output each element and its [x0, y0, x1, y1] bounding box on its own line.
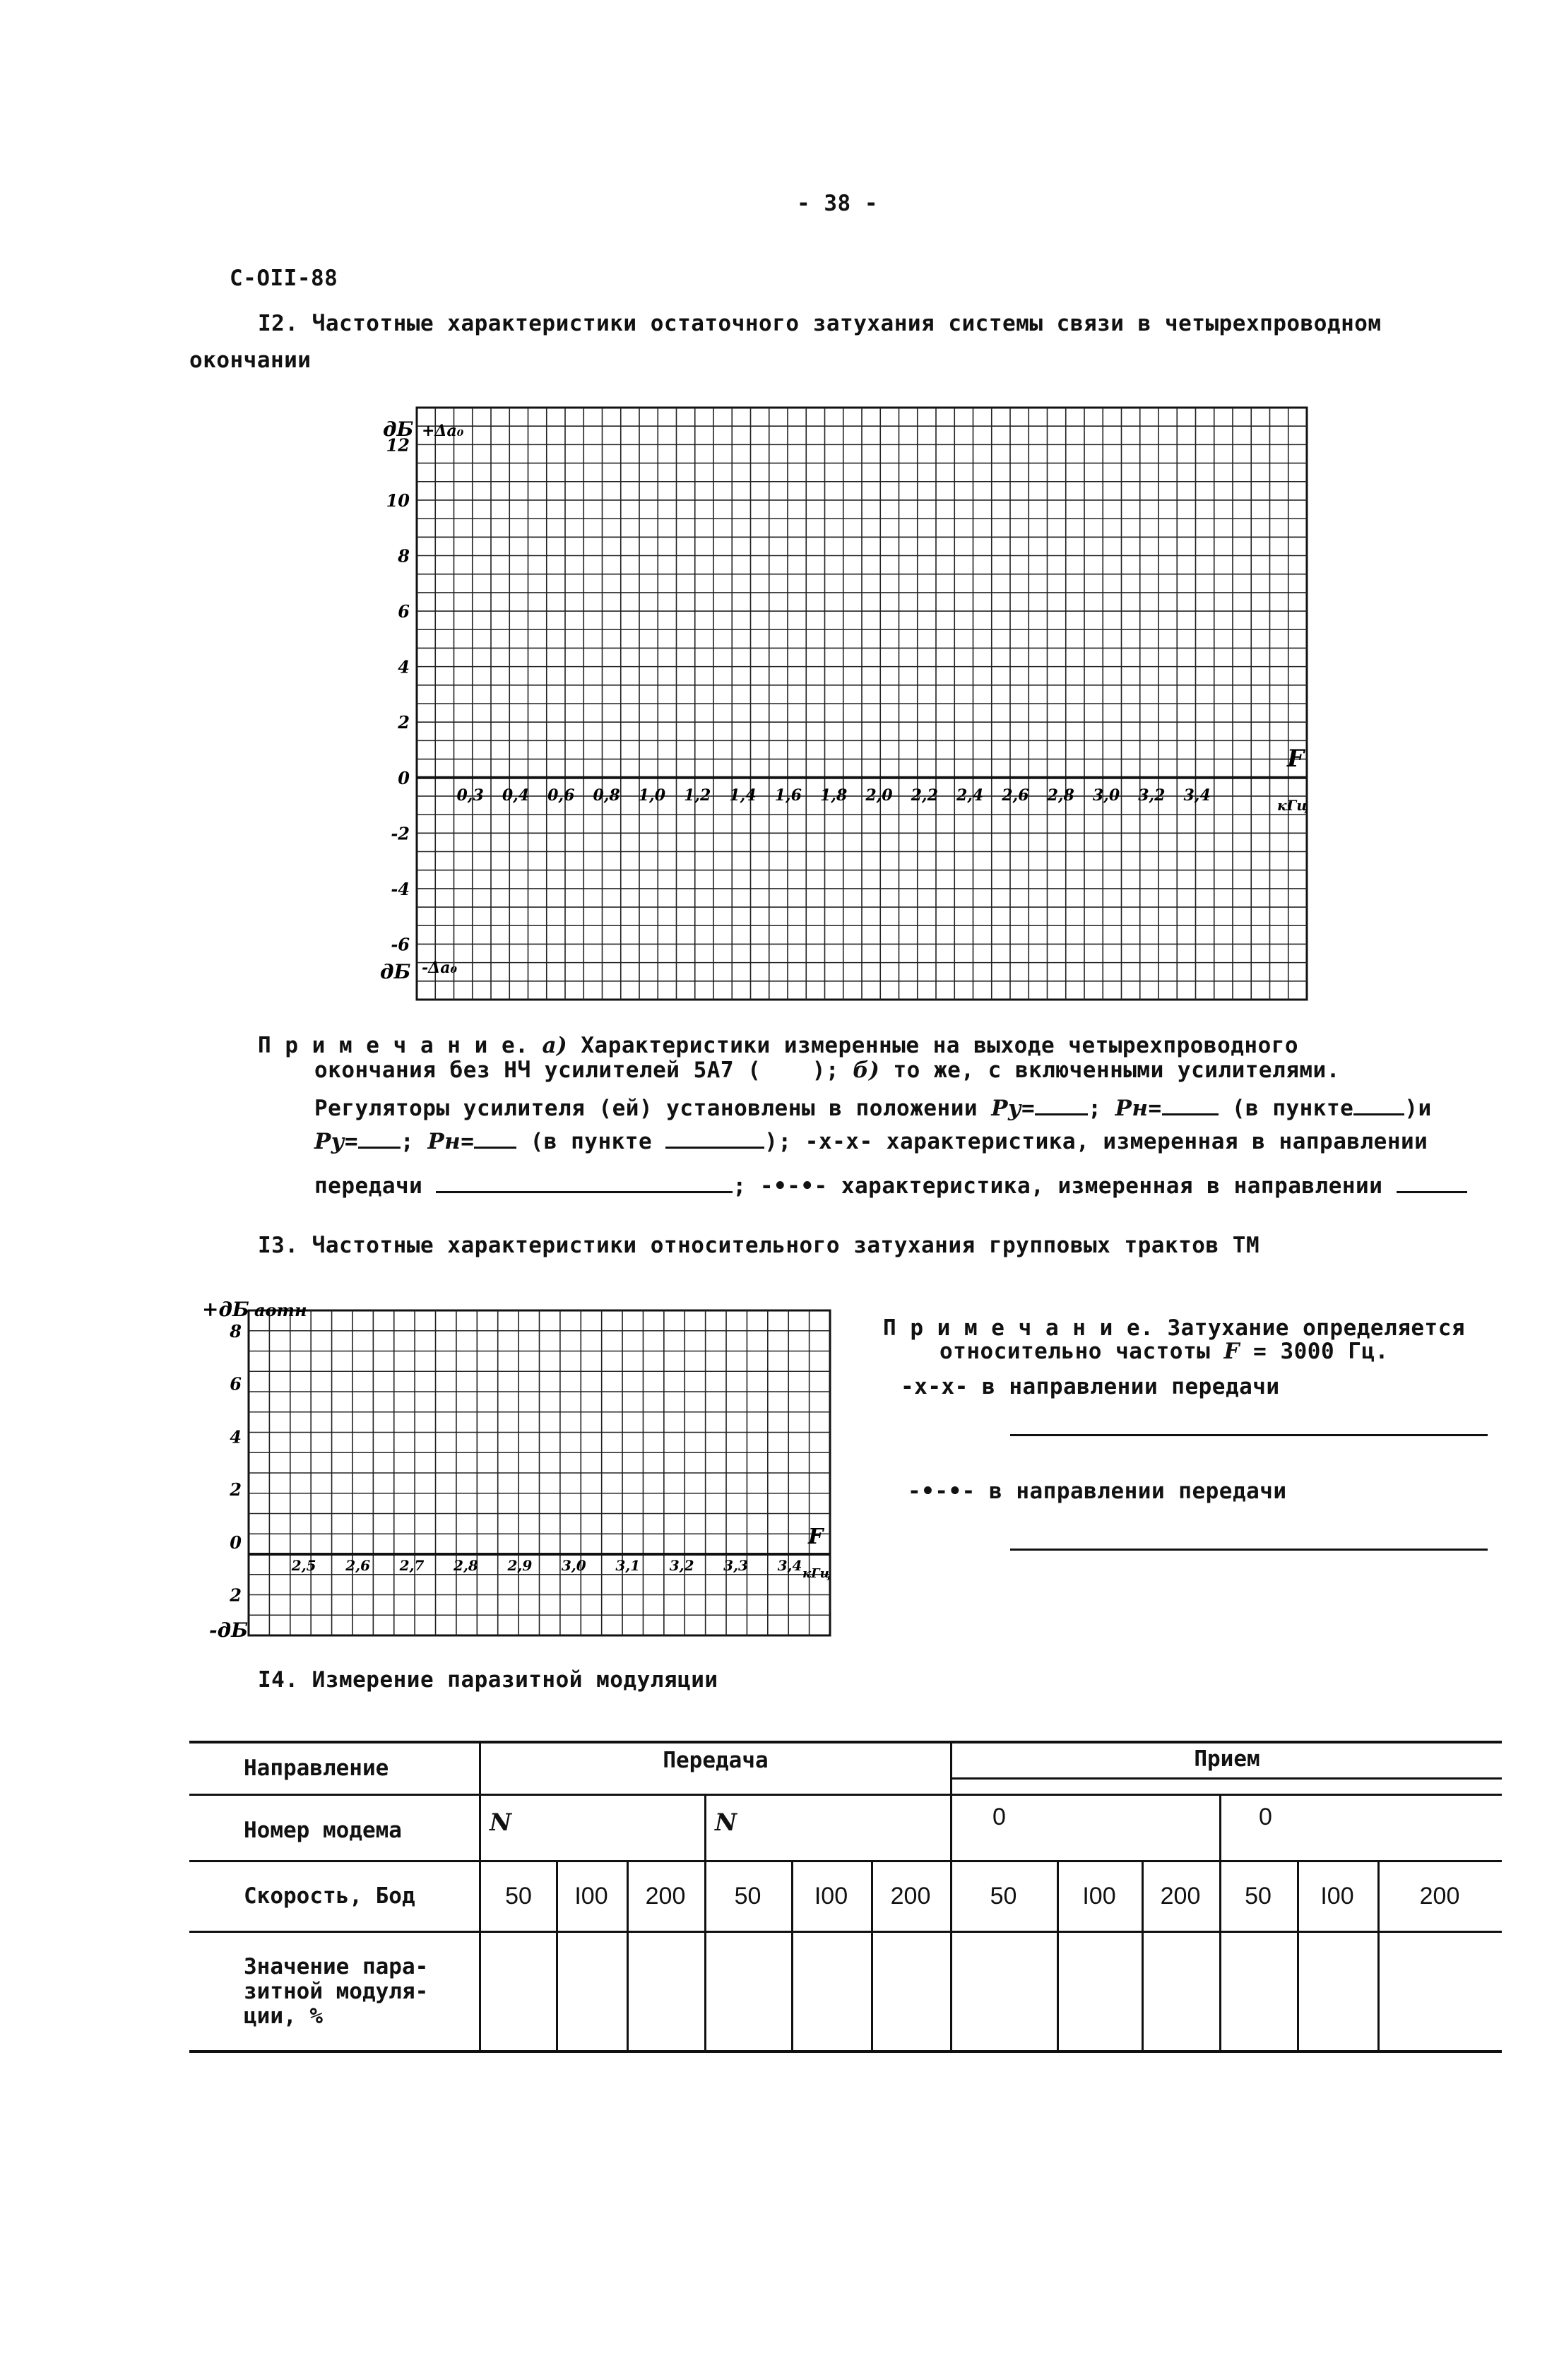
chart-13-x-tick: 2,6 [345, 1556, 371, 1574]
note-13-line1-text: Затухание определяется [1167, 1315, 1466, 1341]
chart-13-x-tick: 3,4 [777, 1556, 802, 1574]
chart-12-y-top-label: +Δa₀ [422, 422, 464, 440]
note-12-line5-b: ; [733, 1173, 747, 1199]
note-12-line3-a: Регуляторы усилителя (ей) установлены в положении [314, 1096, 978, 1121]
chart-13-y-tick: 2 [230, 1585, 242, 1606]
chart-12-y-tick: 12 [386, 434, 410, 456]
chart-12-x-tick: 1,8 [820, 786, 848, 805]
chart-13-y-tick: 8 [230, 1320, 242, 1342]
note-12-eq2: = [1148, 1096, 1162, 1121]
header-receive: Прием [1194, 1746, 1260, 1772]
speed-cell: 200 [1419, 1883, 1460, 1910]
modem-0-1: 0 [992, 1804, 1006, 1830]
speed-cell: 50 [734, 1883, 761, 1910]
chart-13-x-unit: кГц [802, 1566, 831, 1581]
cross-marker: -x-x- [805, 1129, 873, 1154]
note-12-line5-a: передачи [314, 1173, 423, 1199]
row-value-label-3: ции, % [244, 2003, 323, 2029]
note-12-eq4: = [461, 1129, 475, 1154]
chart-12-x-tick: 0,6 [547, 786, 575, 805]
chart-12-y-tick: 6 [398, 601, 410, 622]
note-12-line3-c: )и [1404, 1096, 1432, 1121]
chart-13-y-top-label: aотн [254, 1300, 307, 1320]
chart-12-x-unit: кГц [1277, 797, 1308, 814]
row-value-label-1: Значение пара- [244, 1954, 429, 1979]
section-14-title: I4. Измерение паразитной модуляции [258, 1667, 718, 1693]
speed-cell: I00 [814, 1883, 848, 1910]
chart-12-y-bottom-label: -Δa₀ [422, 959, 458, 977]
speed-cell: 200 [645, 1883, 686, 1910]
modem-n-1: N [490, 1808, 512, 1837]
note-12-line4-b: ); [764, 1129, 792, 1154]
chart-12-y-tick: 10 [386, 490, 410, 511]
row-direction-label: Направление [244, 1756, 389, 1781]
note-13-f: F [1223, 1339, 1240, 1364]
chart-13-y-tick: 2 [230, 1479, 242, 1500]
speed-cell: 50 [1245, 1883, 1272, 1910]
chart-12-y-tick: -4 [391, 878, 410, 899]
note-12-line4-c: характеристика, измеренная в направлении [886, 1129, 1428, 1154]
chart-12-x-tick: 0,4 [502, 786, 530, 805]
note-12-a: а) [542, 1033, 568, 1058]
chart-12-x-axis-label: F [1287, 745, 1305, 773]
chart-13-x-tick: 2,5 [291, 1556, 316, 1574]
chart-12-x-tick: 1,6 [774, 786, 802, 805]
chart-12-y-tick: -6 [391, 934, 410, 955]
chart-13-x-axis-label: F [808, 1524, 824, 1549]
speed-cell: I00 [1320, 1883, 1354, 1910]
note-12-line2-a: окончания без НЧ усилителей 5А7 ( [314, 1058, 761, 1083]
chart-12-x-tick: 2,0 [865, 786, 893, 805]
chart-12-x-tick: 2,4 [956, 786, 984, 805]
chart-12-y-tick: 2 [398, 712, 410, 733]
chart-12-x-tick: 2,8 [1047, 786, 1074, 805]
legend-13-cross-marker: -x-x- [901, 1374, 968, 1399]
dot-marker: -•-•- [759, 1173, 828, 1199]
note-12-line3-b: (в пункте [1231, 1096, 1354, 1121]
modem-0-2: 0 [1259, 1804, 1272, 1830]
chart-12-x-tick: 2,2 [911, 786, 938, 805]
header-transmit: Передача [663, 1748, 769, 1773]
note-12-py: Pу [991, 1096, 1022, 1121]
note-12-pn-2: Pн [427, 1129, 461, 1154]
section-13-title: I3. Частотные характеристики относительного затухания групповых трактов ТМ [258, 1233, 1260, 1258]
chart-13-y-tick: 6 [230, 1373, 242, 1395]
page-number: - 38 - [797, 191, 878, 216]
note-12-line2-c: то же, с включенными усилителями. [893, 1058, 1340, 1083]
chart-12-x-tick: 1,4 [729, 786, 757, 805]
chart-13-y-tick: 0 [230, 1532, 242, 1553]
chart-13-x-tick: 2,8 [454, 1556, 478, 1574]
chart-13-y-tick: 4 [230, 1426, 242, 1447]
speed-cell: 50 [505, 1883, 532, 1910]
row-value-label-2: зитной модуля- [244, 1979, 429, 2004]
chart-12-x-tick: 3,2 [1138, 786, 1166, 805]
speed-cell: 50 [990, 1883, 1017, 1910]
chart-13-y-unit-bottom: -дБ [209, 1618, 249, 1642]
chart-12-y-tick: 0 [398, 767, 410, 788]
note-12-eq3: = [344, 1129, 359, 1154]
speed-cell: 200 [1160, 1883, 1201, 1910]
speed-cell: I00 [1082, 1883, 1116, 1910]
section-12-title-cont: окончании [189, 348, 312, 373]
chart-13-x-tick: 2,7 [399, 1556, 425, 1574]
legend-13-dot-marker: -•-•- [908, 1479, 976, 1504]
chart-12-y-unit-bottom: дБ [380, 960, 411, 983]
note-12-eq: = [1021, 1096, 1036, 1121]
section-12-title: I2. Частотные характеристики остаточного затухания системы связи в четырехпроводном [258, 311, 1382, 336]
note-12-pn: Pн [1115, 1096, 1149, 1121]
note-13-line2-b: = 3000 Гц. [1253, 1339, 1389, 1364]
note-12-line1-text: Характеристики измеренные на выходе четырехпроводного [581, 1033, 1299, 1058]
chart-12-x-tick: 0,3 [456, 786, 484, 805]
chart-12-y-tick: -2 [391, 823, 410, 844]
legend-13-text-1: в направлении передачи [982, 1374, 1280, 1399]
legend-13-text-2: в направлении передачи [989, 1479, 1287, 1504]
chart-12-x-tick: 1,0 [638, 786, 666, 805]
note-12-b: б) [853, 1058, 880, 1083]
note-12-semi-2: ; [401, 1129, 415, 1154]
chart-13-x-tick: 3,3 [723, 1556, 748, 1574]
speed-cell: 200 [890, 1883, 931, 1910]
chart-12-y-tick: 8 [398, 545, 410, 567]
note-12-line5-c: характеристика, измеренная в направлении [841, 1173, 1383, 1199]
note-13-head: П р и м е ч а н и е. [883, 1315, 1154, 1341]
chart-13-x-tick: 3,1 [615, 1556, 641, 1574]
note-12-py-2: Pу [314, 1129, 345, 1154]
chart-12-x-tick: 1,2 [684, 786, 711, 805]
note-12-line2-b: ); [812, 1058, 840, 1083]
modem-n-2: N [715, 1808, 737, 1837]
chart-13-x-tick: 3,0 [561, 1556, 586, 1574]
note-12-head: П р и м е ч а н и е. [258, 1033, 529, 1058]
chart-12-x-tick: 0,8 [593, 786, 620, 805]
chart-12-x-tick: 3,4 [1183, 786, 1211, 805]
chart-12-y-tick: 4 [398, 656, 410, 677]
note-12-semi: ; [1088, 1096, 1102, 1121]
row-modem-label: Номер модема [244, 1818, 402, 1843]
note-12-line4-a: (в пункте [530, 1129, 653, 1154]
row-speed-label: Скорость, Бод [244, 1883, 415, 1909]
chart-12-x-tick: 2,6 [1002, 786, 1029, 805]
note-13-line2-text: относительно частоты [940, 1339, 1211, 1364]
speed-cell: I00 [574, 1883, 608, 1910]
chart-12-x-tick: 3,0 [1092, 786, 1120, 805]
chart-13-x-tick: 3,2 [669, 1556, 694, 1574]
document-code: С-ОII-88 [230, 266, 338, 291]
chart-13-x-tick: 2,9 [507, 1556, 533, 1574]
chart-12-y-unit-top: дБ [383, 418, 414, 441]
chart-13-y-unit-top: +дБ [202, 1298, 249, 1321]
